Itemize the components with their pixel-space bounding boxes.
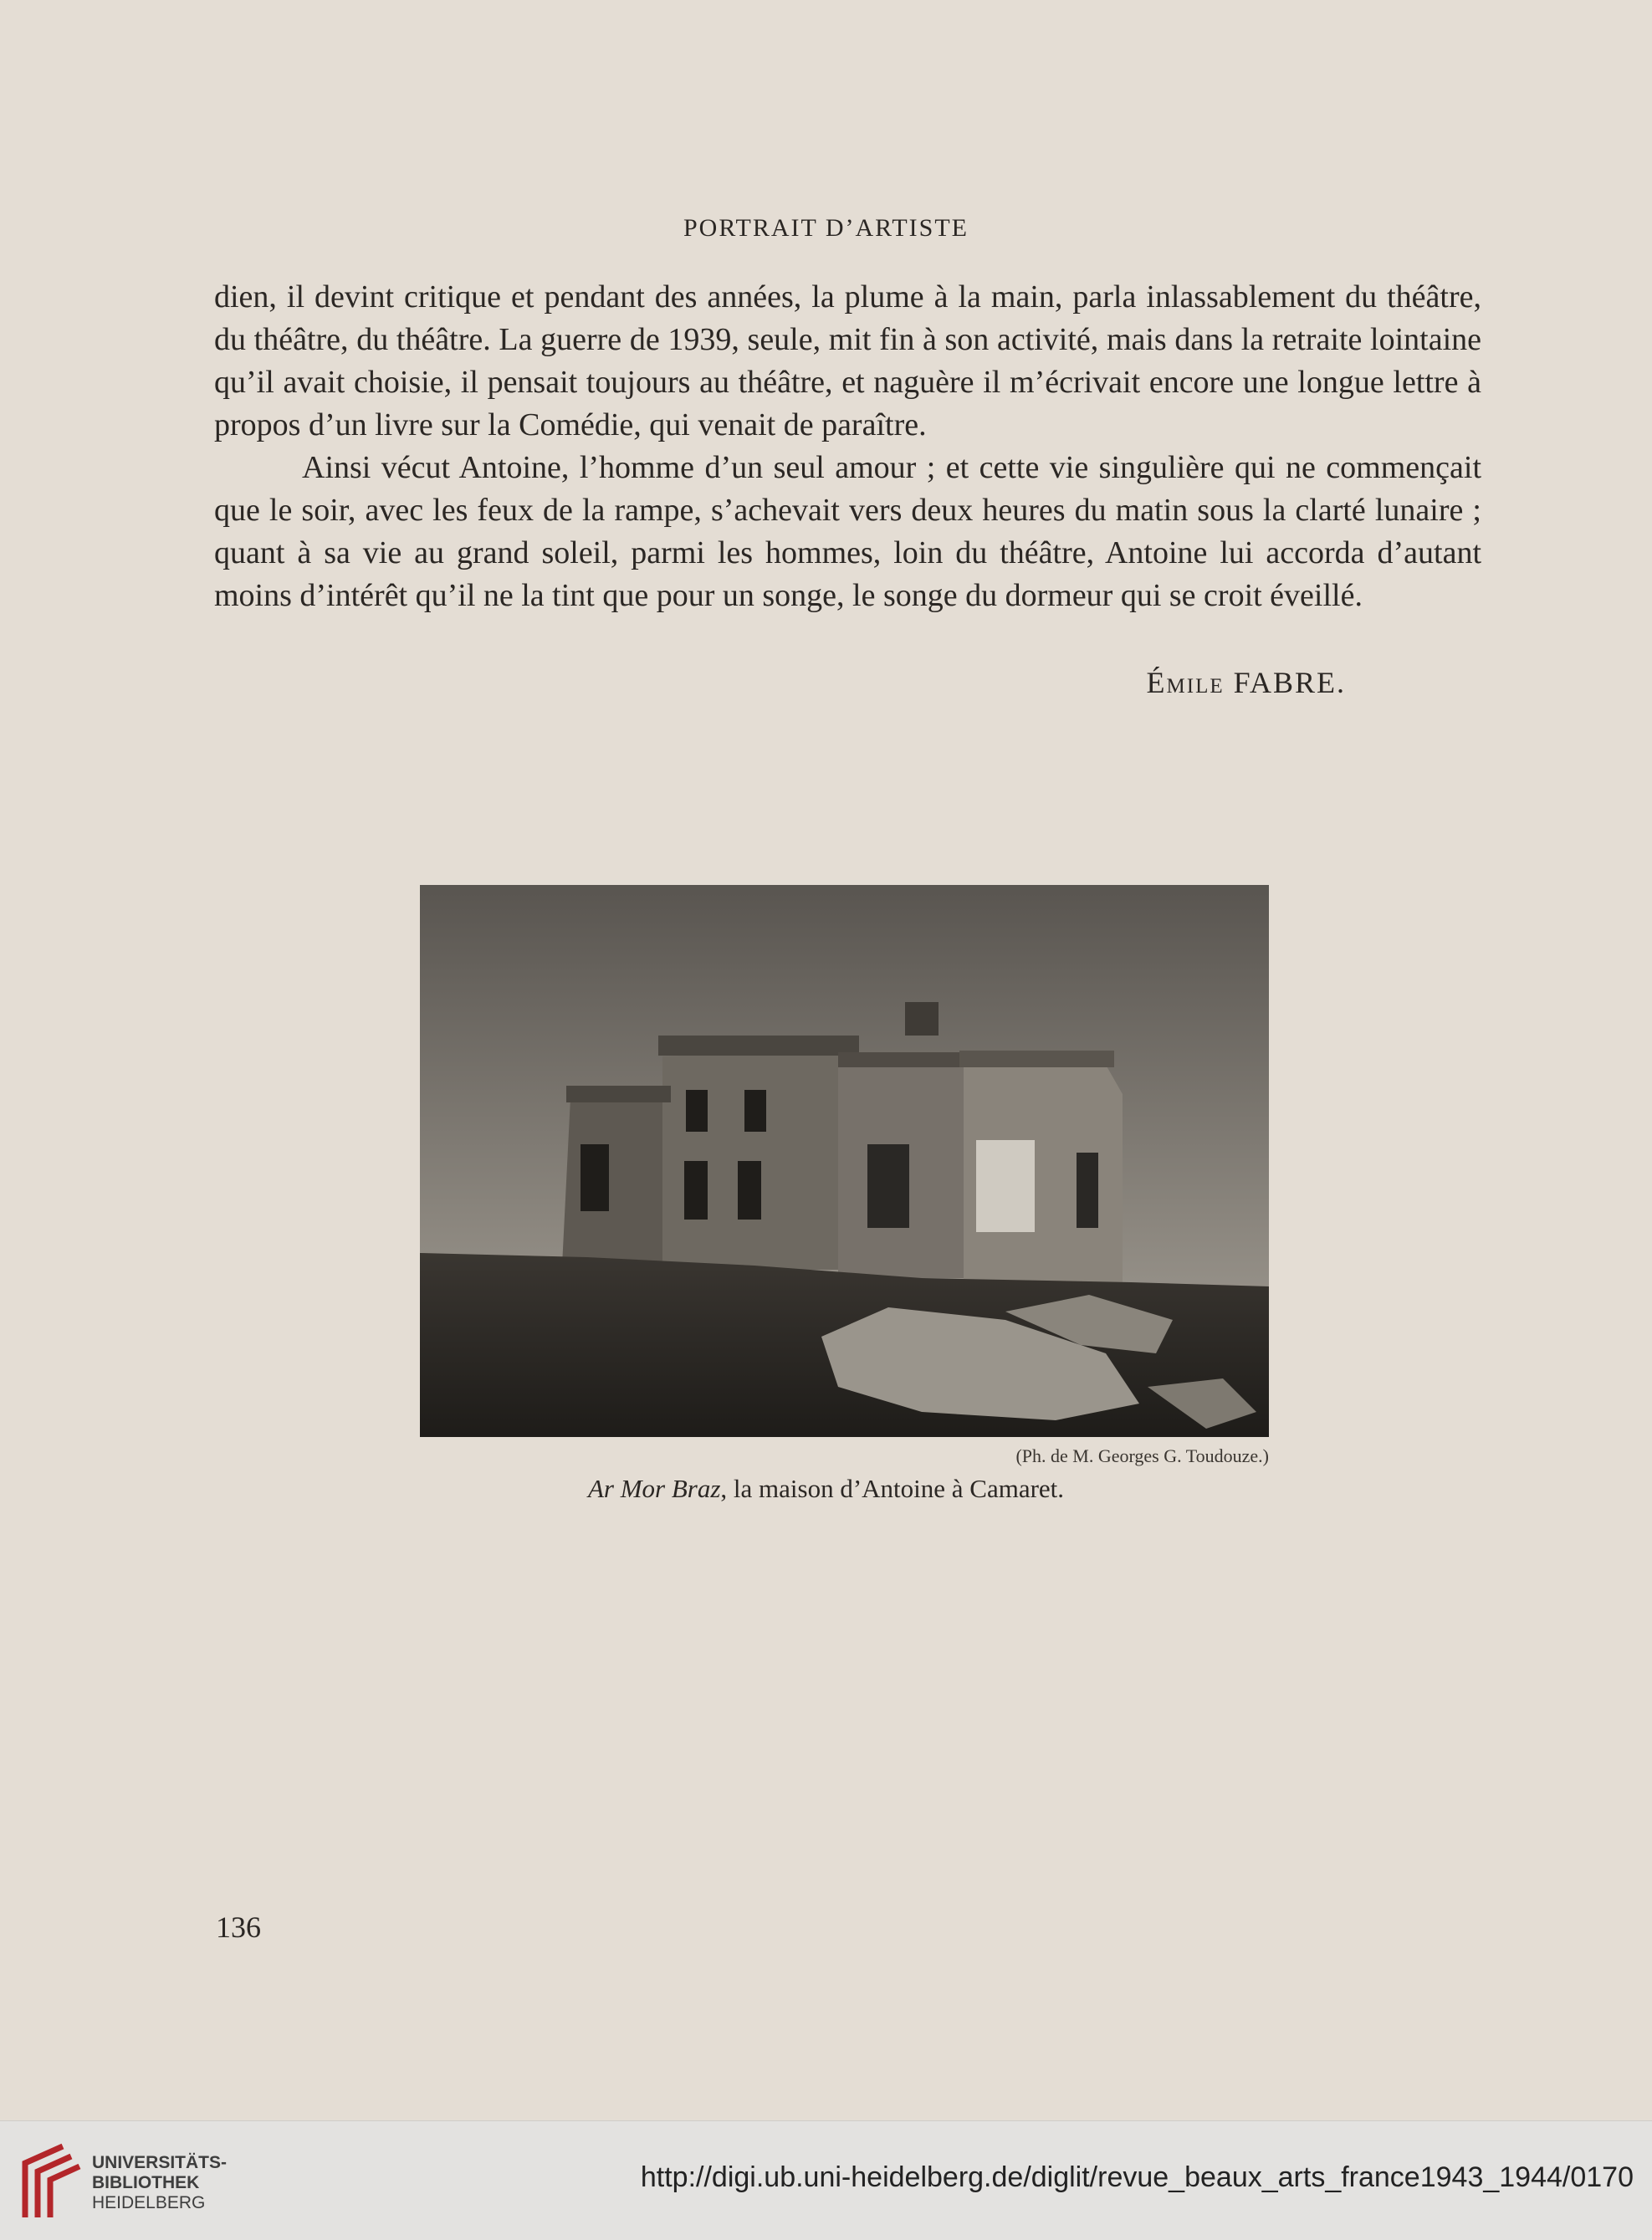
house-photo-image bbox=[420, 885, 1269, 1437]
photo-caption bbox=[0, 1474, 1652, 1504]
author-signature bbox=[1147, 665, 1346, 700]
paragraph-2: Ainsi vécut Antoine, l’homme d’un seul amour ; et cette vie singulière qui ne commençait que le soir, avec les feux de la rampe, s’achevait vers deux heures du matin sous la clarté lunaire ; quant à sa vie au grand soleil, parmi les hommes, loin du théâtre, Antoine lui accorda d’autant moins d’intérêt qu’il ne la tint que pour un songe, le songe du dormeur qui se croit éveillé. bbox=[214, 450, 1481, 613]
library-logo-icon bbox=[17, 2138, 84, 2222]
signature-last-name: FABRE. bbox=[1233, 666, 1346, 699]
library-footer bbox=[0, 2120, 1652, 2240]
photo-credit: (Ph. de M. Georges G. Toudouze.) bbox=[1015, 1445, 1269, 1466]
caption-title: Ar Mor Braz bbox=[587, 1474, 721, 1503]
caption-text: , la maison d’Antoine à Camaret. bbox=[720, 1474, 1065, 1503]
permalink-url[interactable]: http://digi.ub.uni-heidelberg.de/diglit/revue_beaux_arts_france1943_1944/0170 bbox=[640, 2161, 1634, 2193]
page-number: 136 bbox=[216, 1910, 261, 1944]
body-text bbox=[214, 276, 1481, 617]
logo-line-2: BIBLIOTHEK bbox=[92, 2173, 200, 2192]
logo-line-3: HEIDELBERG bbox=[92, 2193, 206, 2212]
logo-line-1: UNIVERSITÄTS- bbox=[92, 2153, 228, 2172]
running-head: PORTRAIT D’ARTISTE bbox=[683, 214, 969, 242]
signature-first-name: Émile bbox=[1146, 666, 1225, 699]
library-logo-text bbox=[92, 2153, 227, 2213]
house-photograph bbox=[420, 885, 1269, 1437]
paragraph-1: dien, il devint critique et pendant des années, la plume à la main, parla inlassablement du théâtre, du théâtre, du théâtre. La guerre de 1939, seule, mit fin à son activité, mais dans la retraite lointaine qu’il avait choisie, il pensait toujours au théâtre, et naguère il m’écrivait encore une longue lettre à propos d’un livre sur la Comédie, qui venait de paraître. bbox=[214, 279, 1481, 442]
